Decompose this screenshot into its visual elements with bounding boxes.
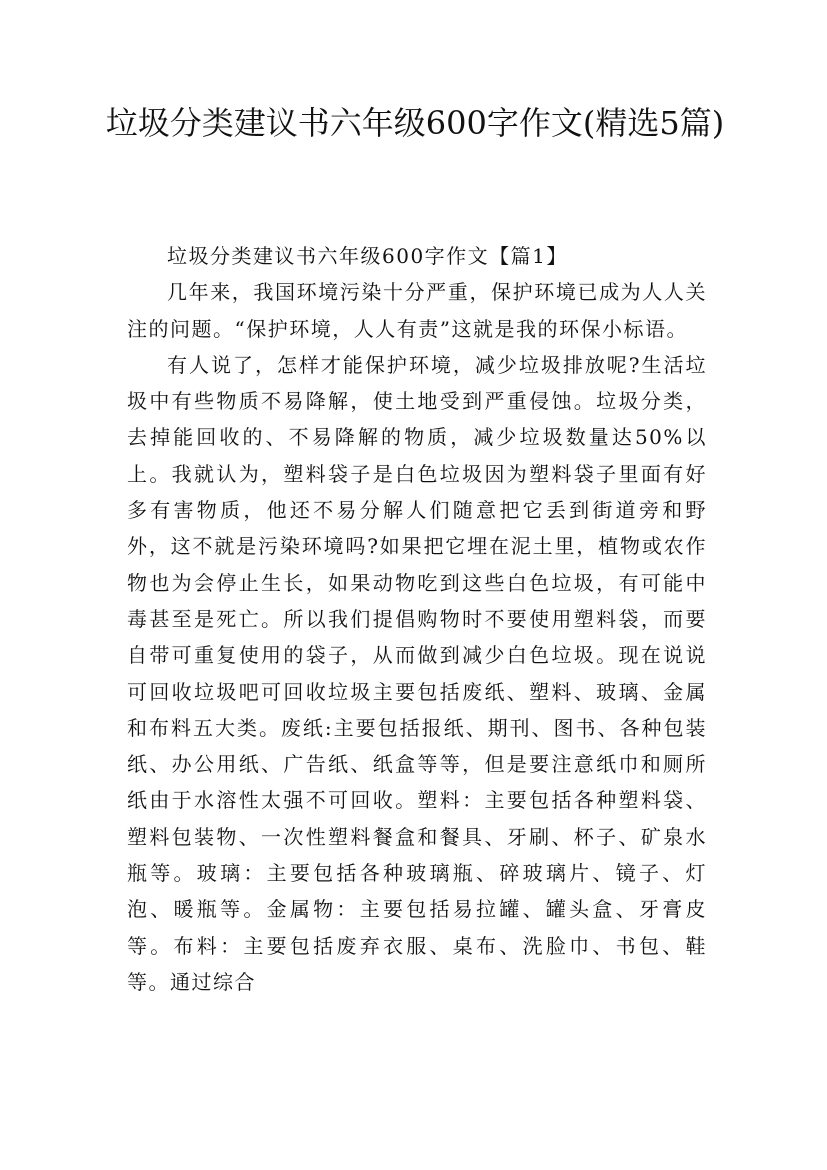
paragraph: 有人说了，怎样才能保护环境，减少垃圾排放呢?生活垃圾中有些物质不易降解，使土地受到严重侵蚀。垃圾分类，去掉能回收的、不易降解的物质，减少垃圾数量达50%以上。我就认为，塑料袋子是白色垃圾因为塑料袋子里面有好多有害物质，他还不易分解人们随意把它丢到街道旁和野外，这不就是污染环境吗?如果把它埋在泥土里，植物或农作物也为会停止生长，如果动物吃到这些白色垃圾，有可能中毒甚至是死亡。所以我们提倡购物时不要使用塑料袋，而要自带可重复使用的袋子，从而做到减少白色垃圾。现在说说可回收垃圾吧可回收垃圾主要包括废纸、塑料、玻璃、金属和布料五大类。废纸:主要包括报纸、期刊、图书、各种包装纸、办公用纸、广告纸、纸盒等等，但是要注意纸巾和厕所纸由于水溶性太强不可回收。塑料：主要包括各种塑料袋、塑料包装物、一次性塑料餐盒和餐具、牙刷、杯子、矿泉水瓶等。玻璃：主要包括各种玻璃瓶、碎玻璃片、镜子、灯泡、暖瓶等。金属物：主要包括易拉罐、罐头盒、牙膏皮等。布料：主要包括废弃衣服、桌布、洗脸巾、书包、鞋等。通过综合 (127, 352, 707, 994)
document-body (127, 238, 707, 1000)
section-heading: 垃圾分类建议书六年级600字作文【篇1】 (167, 244, 568, 268)
document-title: 垃圾分类建议书六年级600字作文(精选5篇) (105, 104, 725, 142)
paragraph: 几年来，我国环境污染十分严重，保护环境已成为人人关注的问题。“保护环境，人人有责”这就是我的环保小标语。 (127, 280, 707, 341)
